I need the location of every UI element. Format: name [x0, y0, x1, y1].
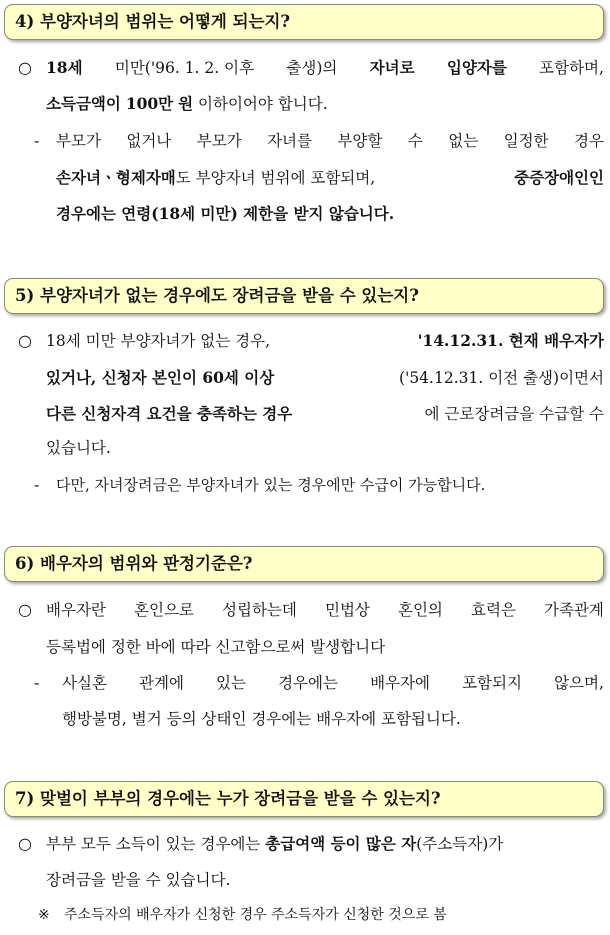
text: 장려금을 받을 수 있습니다. — [46, 871, 231, 889]
text: 주소득자의 배우자가 신청한 경우 주소득자가 신청한 것으로 봄 — [64, 907, 447, 923]
word: 효력은 — [471, 601, 516, 619]
s6-p1-line1 — [46, 600, 604, 620]
text: 다만, 자녀장려금은 부양자녀가 있는 경우에만 수급이 가능합니다. — [56, 476, 486, 494]
s5-p1-line3 — [46, 404, 604, 424]
text: ('54.12.31. 이전 출생)이면서 — [399, 369, 604, 387]
section-4-title: 4) 부양자녀의 범위는 어떻게 되는지? — [15, 12, 291, 31]
s5-p1-line2 — [46, 368, 604, 388]
word: 입양자를 — [446, 58, 507, 77]
text: 도 부양자녀 범위에 포함되며, — [175, 169, 376, 187]
bullet-6: ○ — [18, 600, 32, 619]
word: 사실혼 — [62, 674, 107, 692]
word: 출생)의 — [286, 59, 338, 77]
word: 18세 — [46, 58, 83, 77]
word: 원 — [178, 94, 194, 113]
s5-p1-line1 — [46, 331, 604, 351]
word: 혼인으로 — [134, 601, 194, 619]
dash-6: - — [34, 673, 40, 692]
s6-p2-line1 — [62, 673, 604, 693]
word: 부모가 — [196, 132, 242, 150]
word: 이하이어야 — [198, 95, 273, 113]
word: 관계에 — [139, 674, 184, 692]
s4-p2-line2 — [56, 168, 604, 188]
bold-text: 총급여액 등이 많은 자 — [265, 834, 417, 853]
bold-text: 중증장애인인 — [514, 168, 604, 187]
bullet-7: ○ — [18, 834, 32, 853]
text: (주소득자)가 — [416, 835, 504, 853]
section-7-title: 7) 맞벌이 부부의 경우에는 누가 장려금을 받을 수 있는지? — [15, 789, 441, 808]
bold-text: '14.12.31. 현재 배우자가 — [417, 331, 604, 350]
word: 미만('96. 1. 2. 이후 — [114, 59, 255, 77]
s6-p2-line2 — [62, 709, 604, 729]
section-4-header — [4, 4, 604, 40]
s7-note — [64, 905, 604, 925]
word: 가족관계 — [544, 601, 604, 619]
s5-p1-line4 — [46, 438, 604, 458]
word: 경우에는 — [278, 674, 338, 692]
word: 100만 — [125, 94, 174, 113]
word: 일정한 — [503, 132, 549, 150]
bold-text: 손자녀ㆍ형제자매 — [56, 168, 176, 187]
text: 부부 모두 소득이 있는 경우에는 — [46, 835, 266, 853]
s4-p1-line2 — [46, 94, 604, 114]
word: 않으며, — [554, 674, 604, 692]
word: 배우자란 — [46, 601, 106, 619]
s7-p1-line2 — [46, 870, 604, 890]
word: 포함하며, — [539, 59, 604, 77]
word: 없거나 — [126, 132, 172, 150]
bold-text: 있거나, 신청자 본인이 60세 이상 — [46, 368, 275, 387]
text: 경우에는 연령(18세 미만) 제한을 받지 않습니다. — [56, 204, 395, 223]
s7-p1-line1 — [46, 834, 604, 854]
section-6-header — [4, 546, 604, 582]
word: 혼인의 — [397, 601, 443, 619]
bullet-4: ○ — [18, 58, 32, 77]
text: 행방불명, 별거 등의 상태인 경우에는 배우자에 포함됩니다. — [62, 710, 461, 728]
bullet-5: ○ — [18, 331, 32, 350]
word: 배우자에 — [370, 674, 430, 692]
text: 18세 미만 부양자녀가 없는 경우, — [46, 332, 275, 350]
s6-p1-line2 — [46, 637, 604, 657]
word: 자녀를 — [267, 132, 312, 150]
word: 있는 — [216, 674, 246, 692]
s5-p2-line1 — [56, 475, 604, 495]
dash-5: - — [34, 475, 40, 494]
line-segment — [46, 834, 503, 854]
text: 있습니다. — [46, 439, 111, 457]
note-mark: ※ — [38, 907, 50, 923]
word: 소득금액이 — [46, 94, 121, 113]
s4-p2-line3 — [56, 204, 604, 224]
word: 성립하는데 — [222, 601, 297, 619]
word: 합니다. — [277, 95, 328, 113]
section-6-title: 6) 배우자의 범위와 판정기준은? — [15, 554, 253, 573]
word: 경우 — [573, 132, 604, 150]
s4-p1-line1 — [46, 58, 604, 78]
text: 에 근로장려금을 수급할 수 — [424, 405, 604, 423]
section-7-header — [4, 781, 604, 817]
word: 부모가 — [56, 132, 101, 150]
word: 없는 — [448, 132, 479, 150]
bold-text: 다른 신청자격 요건을 충족하는 경우 — [46, 404, 293, 423]
word: 수 — [407, 132, 423, 150]
word: 자녀로 — [369, 58, 415, 77]
dash-4: - — [34, 131, 40, 150]
word: 부양할 — [337, 132, 383, 150]
word: 포함되지 — [462, 674, 522, 692]
word: 민법상 — [324, 601, 370, 619]
section-5-title: 5) 부양자녀가 없는 경우에도 장려금을 받을 수 있는지? — [15, 286, 419, 305]
line-segment — [56, 168, 375, 188]
s4-p2-line1 — [56, 131, 604, 151]
section-5-header — [4, 278, 604, 314]
text: 등록법에 정한 바에 따라 신고함으로써 발생합니다 — [46, 638, 386, 656]
